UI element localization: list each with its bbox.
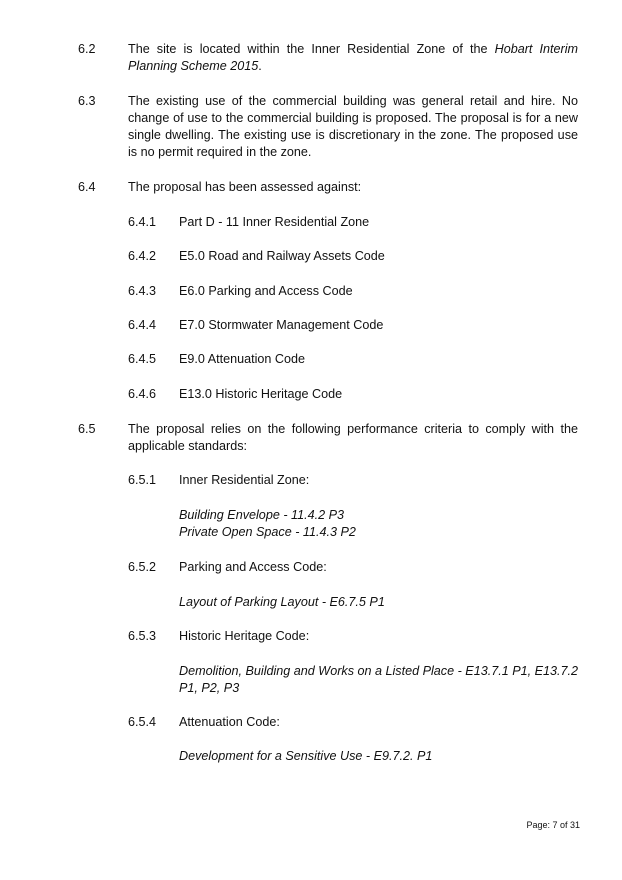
- paragraph-number: 6.4: [78, 180, 96, 194]
- criterion: Layout of Parking Layout - E6.7.5 P1: [179, 595, 385, 609]
- paragraph-number: 6.3: [78, 94, 96, 108]
- list-item-text: Historic Heritage Code:: [179, 629, 310, 643]
- list-item-text: Inner Residential Zone:: [179, 473, 310, 487]
- list-item-number: 6.5.2: [128, 560, 157, 574]
- list-item-text: E13.0 Historic Heritage Code: [179, 387, 343, 401]
- paragraph-text: [128, 41, 578, 75]
- page-number: Page: 7 of 31: [526, 820, 580, 830]
- list-item-text: E5.0 Road and Railway Assets Code: [179, 249, 385, 263]
- list-item-text: E6.0 Parking and Access Code: [179, 284, 353, 298]
- list-item-text: E9.0 Attenuation Code: [179, 352, 306, 366]
- list-item-text: Parking and Access Code:: [179, 560, 327, 574]
- list-item-number: 6.4.3: [128, 284, 157, 298]
- list-item-text: Part D - 11 Inner Residential Zone: [179, 215, 370, 229]
- criterion: Building Envelope - 11.4.2 P3: [179, 508, 344, 522]
- list-item-number: 6.4.6: [128, 387, 157, 401]
- criterion: Development for a Sensitive Use - E9.7.2. P1: [179, 749, 433, 763]
- planning-scheme-title: Hobart Interim Planning Scheme 2015: [128, 42, 579, 73]
- list-item-number: 6.5.4: [128, 715, 157, 729]
- paragraph-text: The proposal has been assessed against:: [128, 180, 362, 194]
- list-item-text: Attenuation Code:: [179, 715, 280, 729]
- paragraph-number: 6.5: [78, 422, 96, 436]
- list-item-text: E7.0 Stormwater Management Code: [179, 318, 384, 332]
- paragraph-text-start: The site is located within the Inner Residential Zone of the: [128, 42, 495, 56]
- list-item-number: 6.5.3: [128, 629, 157, 643]
- criterion: Private Open Space - 11.4.3 P2: [179, 525, 356, 539]
- list-item-number: 6.5.1: [128, 473, 157, 487]
- paragraph-text-end: .: [258, 59, 262, 73]
- paragraph-number: 6.2: [78, 42, 96, 56]
- paragraph-text: The existing use of the commercial building was general retail and hire. No change of use to the commercial building is proposed. The proposal is for a new single dwelling. The existing use is discretionary in the zone. The proposed use is no permit required in the zone.: [128, 94, 578, 159]
- list-item-number: 6.4.4: [128, 318, 157, 332]
- list-item-number: 6.4.1: [128, 215, 157, 229]
- criterion: Demolition, Building and Works on a Listed Place - E13.7.1 P1, E13.7.2 P1, P2, P3: [179, 664, 579, 695]
- list-item-number: 6.4.5: [128, 352, 157, 366]
- list-item-number: 6.4.2: [128, 249, 157, 263]
- paragraph-text: The proposal relies on the following performance criteria to comply with the applicable standards:: [128, 422, 578, 453]
